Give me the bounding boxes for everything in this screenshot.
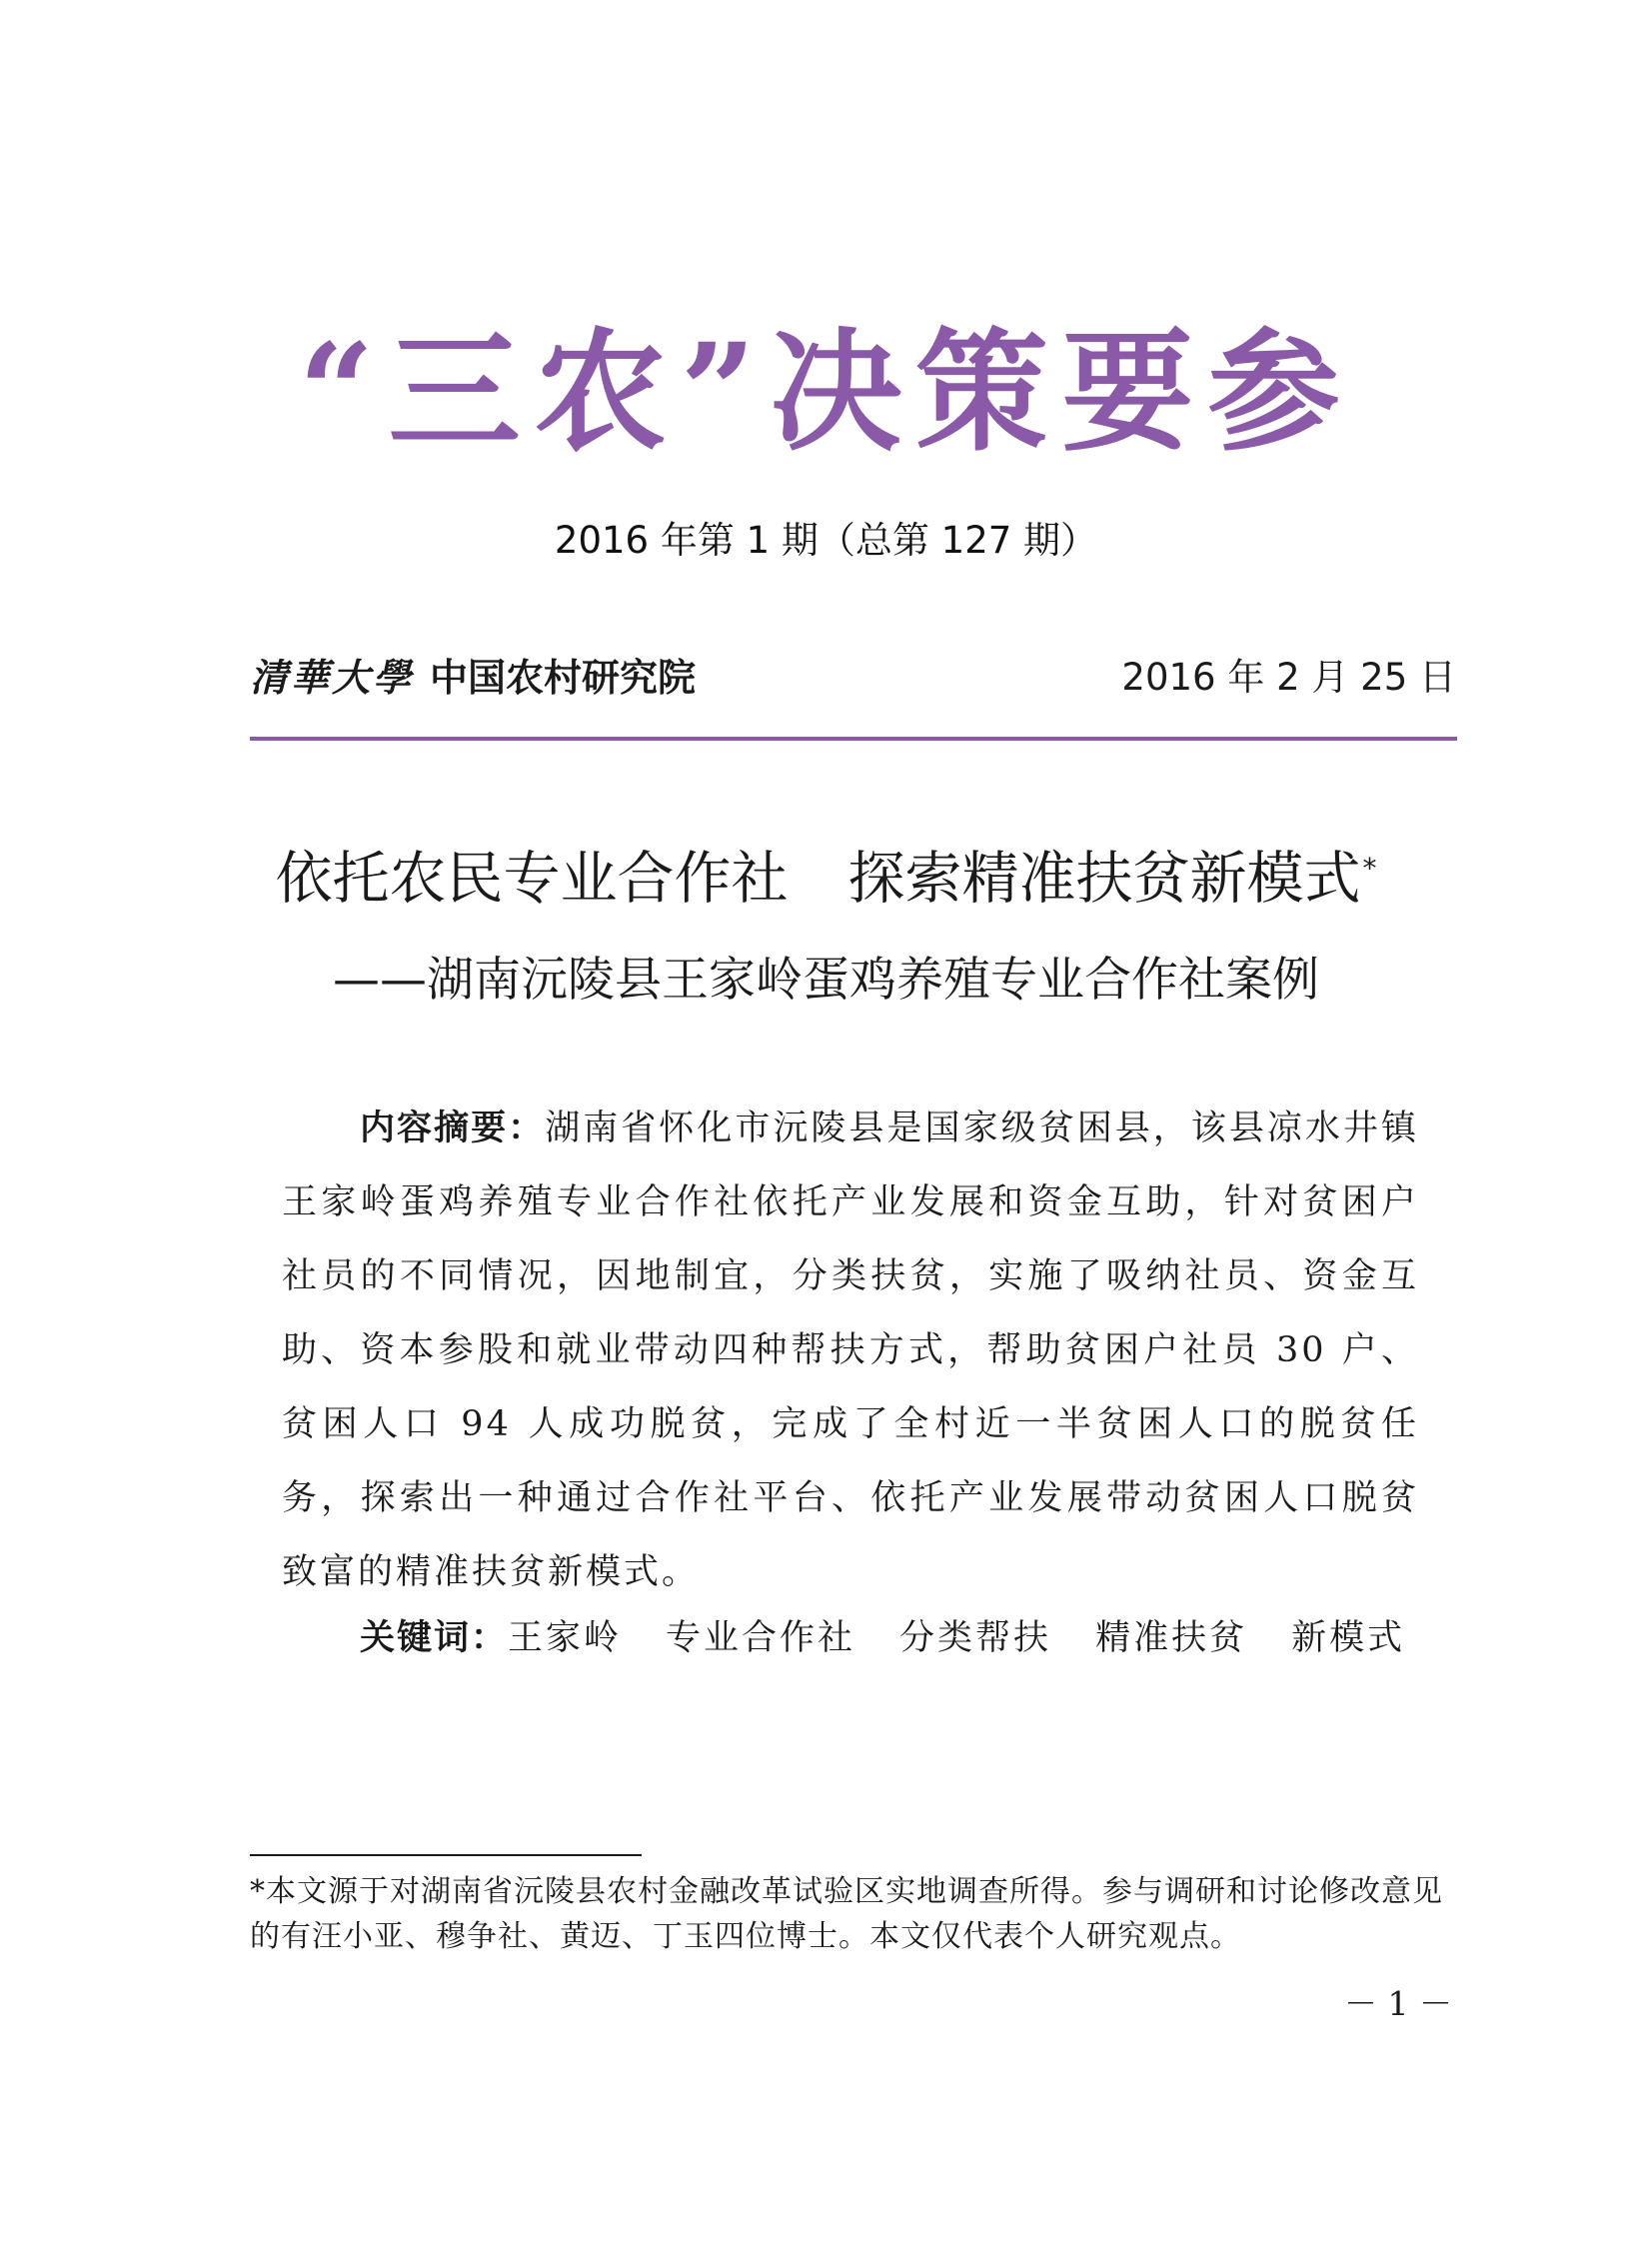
keyword: 专业合作社 <box>666 1618 856 1658</box>
keywords <box>282 1601 1419 1675</box>
keyword: 分类帮扶 <box>899 1618 1052 1658</box>
footnote-divider <box>250 1854 642 1856</box>
masthead-title: “三农”决策要参 <box>298 315 1354 470</box>
article-title <box>0 830 1652 918</box>
abstract-text: 湖南省怀化市沅陵县是国家级贫困县，该县凉水井镇王家岭蛋鸡养殖专业合作社依托产业发展和资金互助，针对贫困户社员的不同情况，因地制宜，分类扶贫，实施了吸纳社员、资金互助、资本参股和就业带动四种帮扶方式，帮助贫困户社员 30 户、贫困人口 94 人成功脱贫，完成了全村近一半贫困人口的脱贫任务，探索出一种通过合作社平台、依托产业发展带动贫困人口脱贫致富的精准扶贫新模式。 <box>282 1109 1419 1592</box>
article-subtitle: ——湖南沅陵县王家岭蛋鸡养殖专业合作社案例 <box>333 953 1319 1008</box>
header-divider <box>250 737 1457 741</box>
university-logo: 清華大學 <box>250 655 415 700</box>
keywords-label: 关键词： <box>360 1618 509 1658</box>
footnote: *本文源于对湖南省沅陵县农村金融改革试验区实地调查所得。参与调研和讨论修改意见的有汪小亚、穆争社、黄迈、丁玉四位博士。本文仅代表个人研究观点。 <box>250 1874 1443 1954</box>
title-part-2: 探索精准扶贫新模式 <box>847 846 1361 912</box>
keyword: 新模式 <box>1291 1618 1406 1658</box>
abstract-label: 内容摘要： <box>360 1109 546 1148</box>
keyword: 王家岭 <box>508 1618 623 1658</box>
institution-name: 中国农村研究院 <box>430 656 697 700</box>
keyword: 精准扶贫 <box>1095 1618 1248 1658</box>
footnote-marker: * <box>1362 852 1377 885</box>
abstract <box>282 1092 1419 1609</box>
page-number: － 1 － <box>1344 1984 1452 2023</box>
publication-date: 2016 年 2 月 25 日 <box>1121 656 1456 699</box>
institution <box>250 650 696 706</box>
issue-number: 2016 年第 1 期（总第 127 期） <box>554 519 1098 562</box>
title-part-1: 依托农民专业合作社 <box>275 846 789 912</box>
